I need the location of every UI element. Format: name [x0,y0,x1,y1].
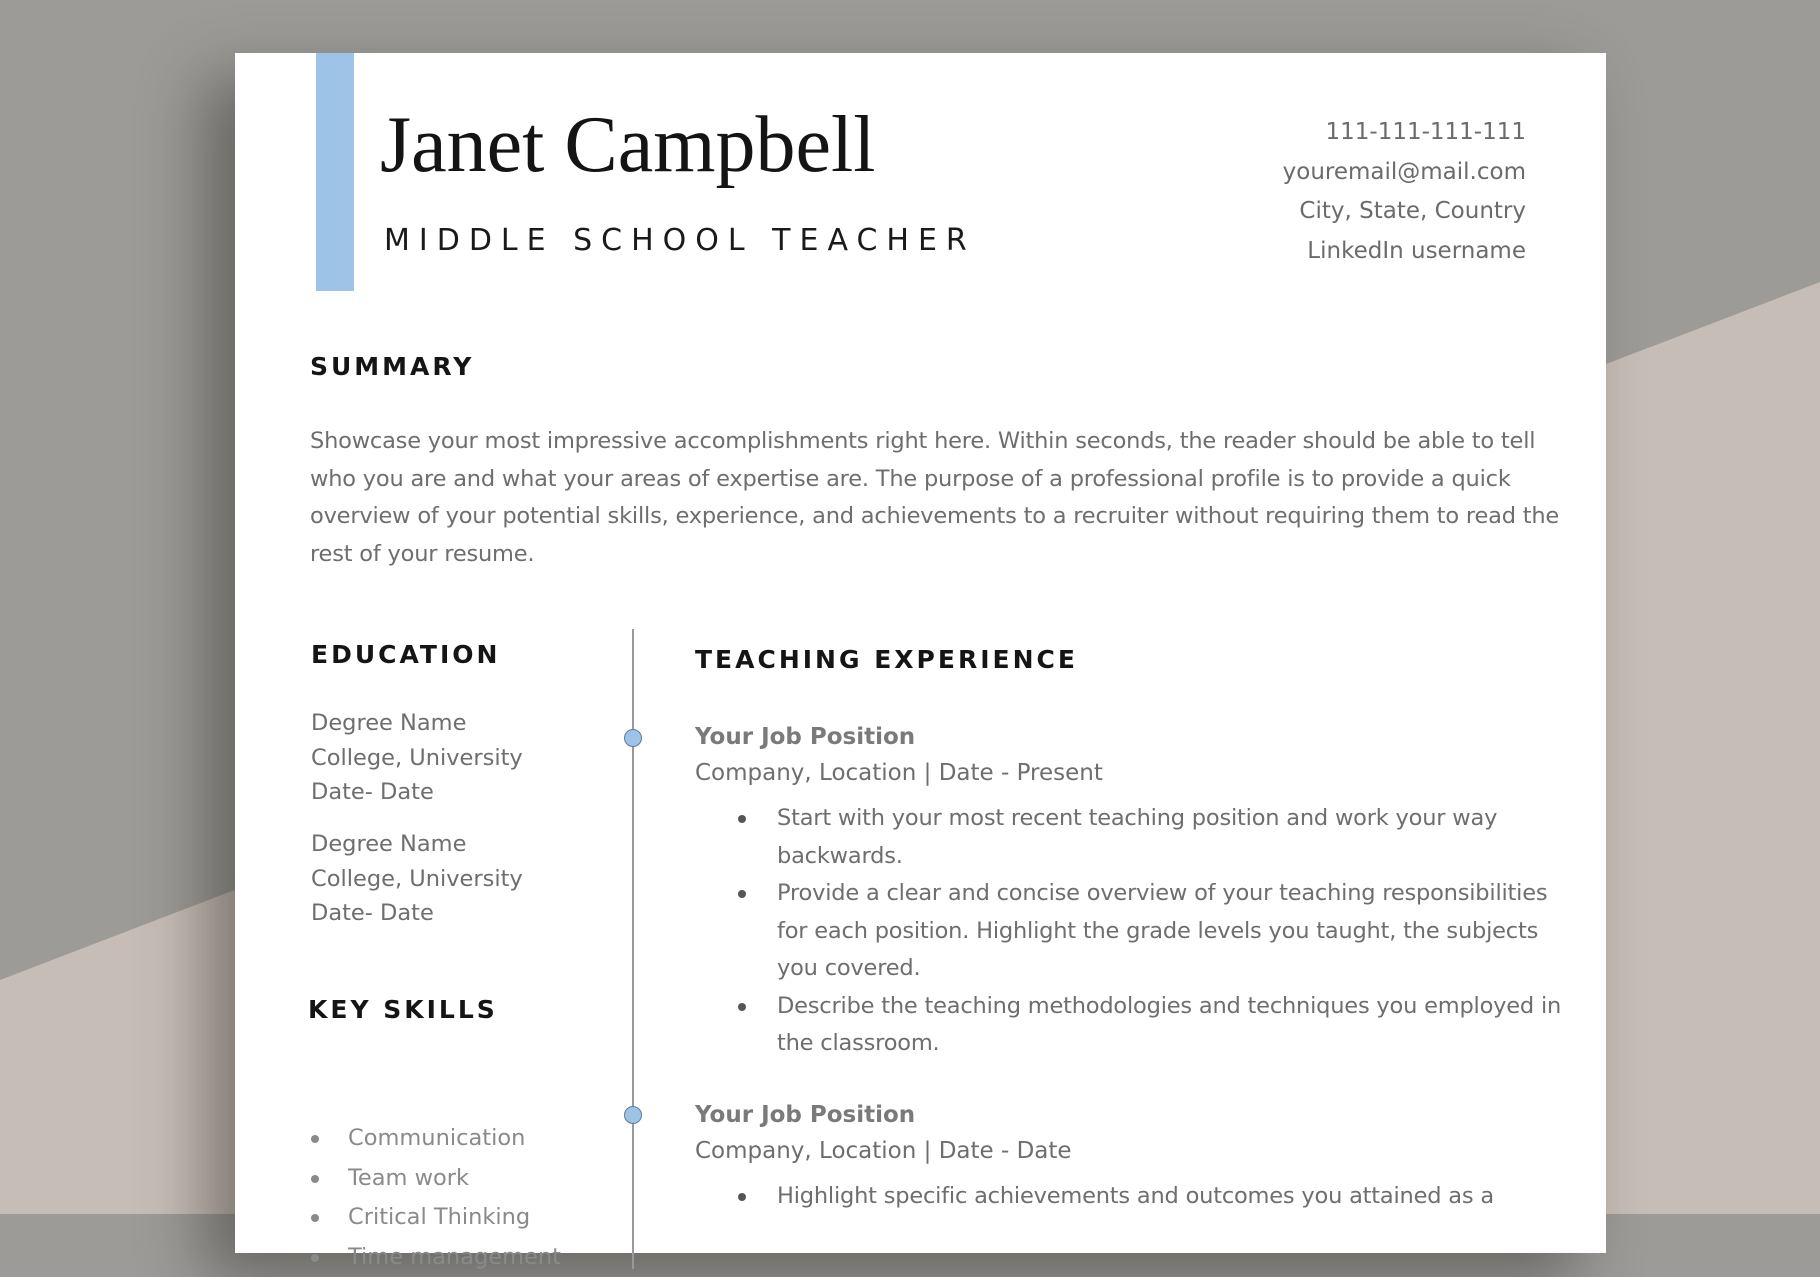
list-item [308,1119,561,1159]
job-meta: Company, Location | Date - Present [695,755,1575,792]
timeline-line [632,629,634,1269]
education-entry [311,706,611,810]
degree-name: Degree Name [311,827,611,862]
bullet-text: Start with your most recent teaching position and work your way backwards. [777,805,1497,869]
list-item [695,800,1575,875]
job-bullets [695,800,1575,1063]
contact-block [1283,113,1526,271]
skill-label: Team work [348,1165,469,1191]
bullet-icon [311,1175,319,1183]
bullet-text: Highlight specific achievements and outcomes you attained as a [777,1183,1494,1209]
timeline-dot [624,729,642,747]
resume-page [235,53,1606,1253]
bullet-icon [738,1193,746,1201]
job-bullets [695,1178,1575,1216]
education-heading: EDUCATION [311,640,500,669]
list-item [695,988,1575,1063]
school-name: College, University [311,741,611,776]
timeline-dot [624,1106,642,1124]
degree-name: Degree Name [311,706,611,741]
skill-label: Communication [348,1125,525,1151]
skills-list [308,1119,561,1277]
skill-label: Time management [348,1244,561,1270]
contact-email: youremail@mail.com [1283,153,1526,193]
accent-bar [316,53,354,291]
contact-phone: 111-111-111-111 [1283,113,1526,153]
bullet-icon [738,890,746,898]
bullet-icon [311,1135,319,1143]
bullet-icon [311,1254,319,1262]
candidate-name: Janet Campbell [380,105,875,185]
school-name: College, University [311,862,611,897]
summary-text: Showcase your most impressive accomplishments right here. Within seconds, the reader should be able to tell who you are and what your areas of expertise are. The purpose of a professional profile is to provide a quick overview of your potential skills, experience, and achievements to a recruiter without requiring them to read the rest of your resume. [310,423,1560,573]
job-meta: Company, Location | Date - Date [695,1133,1575,1170]
education-dates: Date- Date [311,896,611,931]
job-position: Your Job Position [695,1097,1575,1133]
bullet-text: Provide a clear and concise overview of your teaching responsibilities for each position. Highlight the grade levels you taught, the subjects you covered. [777,880,1547,981]
list-item [695,1178,1575,1216]
bullet-icon [738,815,746,823]
job-position: Your Job Position [695,719,1575,755]
bullet-icon [311,1214,319,1222]
contact-linkedin: LinkedIn username [1283,232,1526,272]
experience-heading: TEACHING EXPERIENCE [695,645,1078,674]
job-entry [695,1097,1575,1216]
skills-heading: KEY SKILLS [308,995,498,1024]
contact-location: City, State, Country [1283,192,1526,232]
bullet-icon [738,1003,746,1011]
skill-label: Critical Thinking [348,1204,530,1230]
candidate-title: MIDDLE SCHOOL TEACHER [384,223,976,258]
bullet-text: Describe the teaching methodologies and techniques you employed in the classroom. [777,993,1561,1057]
job-entry [695,719,1575,1063]
list-item [308,1198,561,1238]
list-item [308,1159,561,1199]
education-dates: Date- Date [311,775,611,810]
summary-heading: SUMMARY [310,352,474,381]
list-item [695,875,1575,988]
education-entry [311,827,611,931]
list-item [308,1238,561,1277]
